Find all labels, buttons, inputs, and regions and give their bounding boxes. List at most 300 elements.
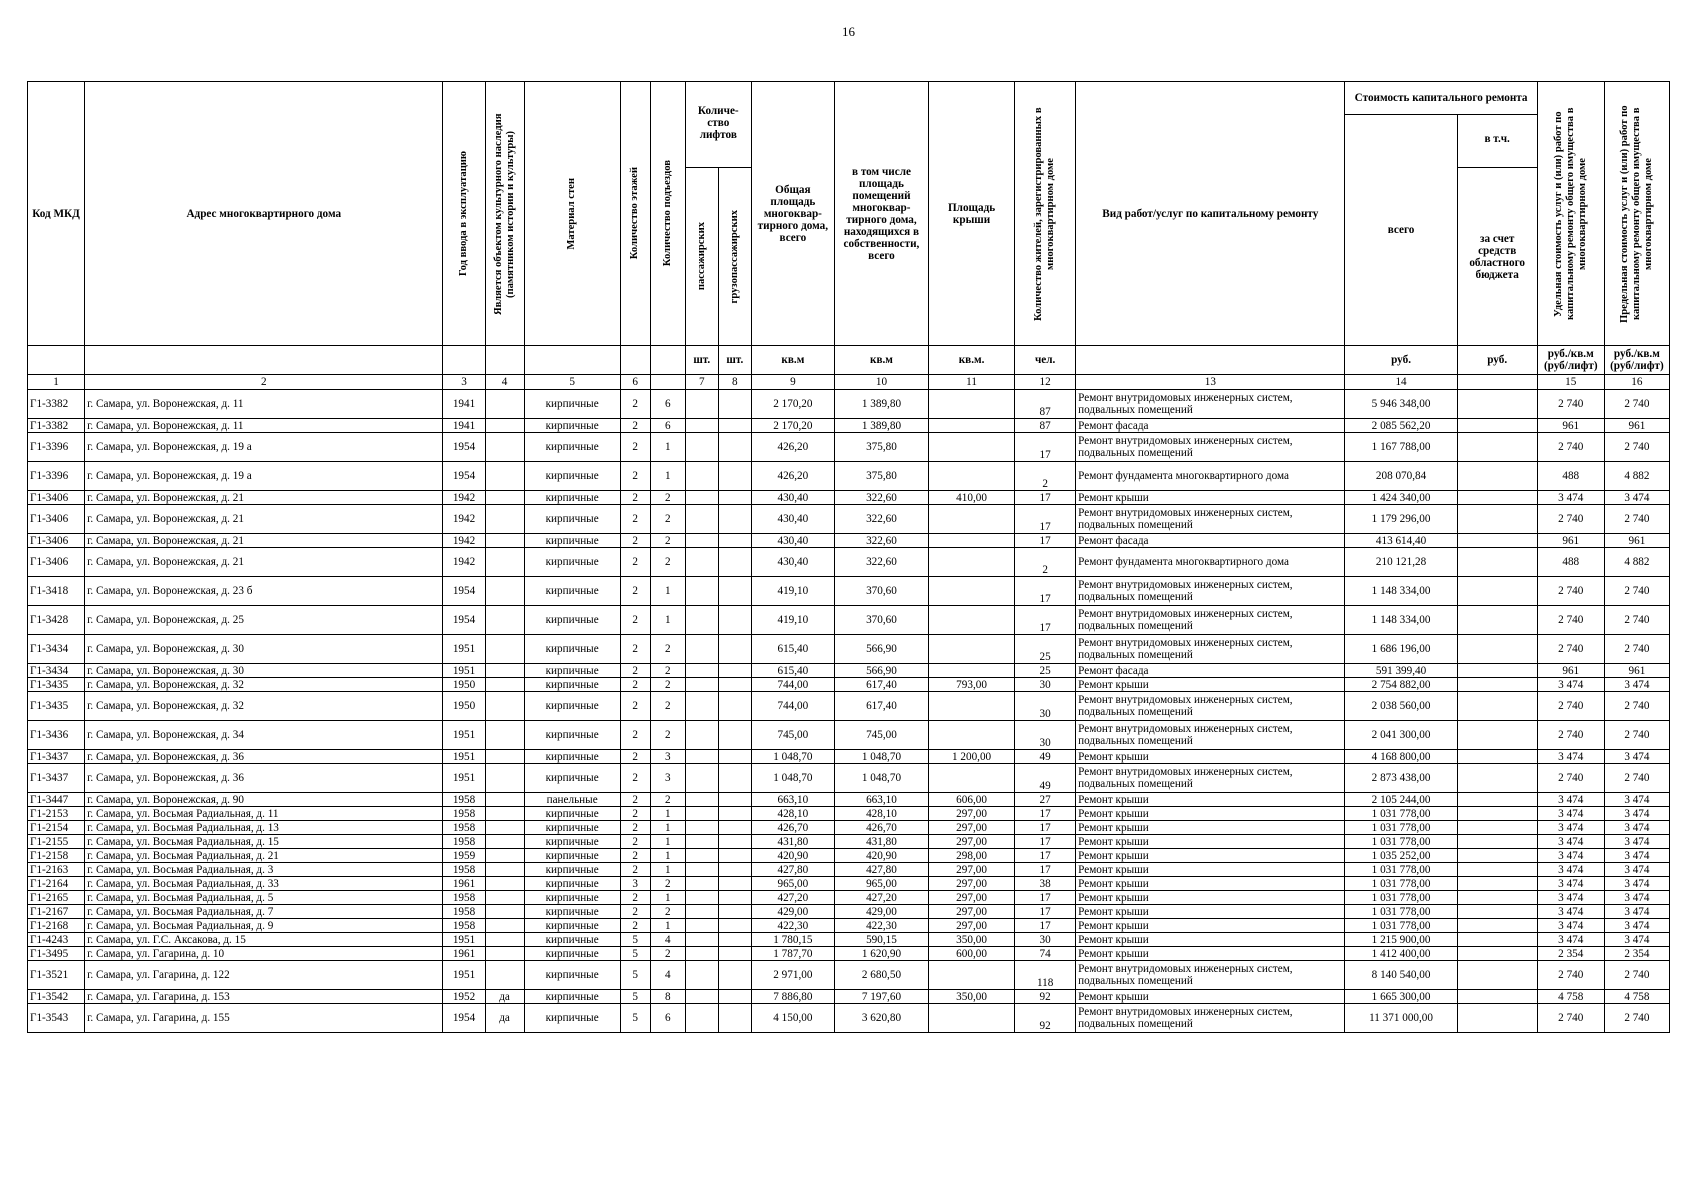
cell-code: Г1-2158 (28, 849, 85, 863)
cell-total-area: 2 170,20 (751, 390, 834, 419)
cell-unit-cost: 3 474 (1537, 919, 1604, 933)
cell-code: Г1-2163 (28, 863, 85, 877)
cell-cost-budget (1457, 721, 1537, 750)
cell-floors: 2 (620, 849, 650, 863)
cell-year: 1961 (443, 947, 485, 961)
cell-walls: кирпичные (524, 606, 620, 635)
cell-roof-area: 600,00 (929, 947, 1015, 961)
cell-heritage (485, 721, 524, 750)
cell-incl-area: 566,90 (834, 664, 928, 678)
cell-address: г. Самара, ул. Восьмая Радиальная, д. 3 (85, 863, 443, 877)
cell-address: г. Самара, ул. Восьмая Радиальная, д. 15 (85, 835, 443, 849)
cell-cost-total: 2 085 562,20 (1345, 419, 1457, 433)
cell-address: г. Самара, ул. Восьмая Радиальная, д. 7 (85, 905, 443, 919)
cell-year: 1942 (443, 548, 485, 577)
cell-year: 1954 (443, 1004, 485, 1033)
cell-code: Г1-2164 (28, 877, 85, 891)
cell-walls: кирпичные (524, 835, 620, 849)
cell-cost-budget (1457, 462, 1537, 491)
table-row (28, 863, 1670, 877)
cell-year: 1941 (443, 419, 485, 433)
cell-cost-total: 1 148 334,00 (1345, 606, 1457, 635)
cell-lifts-cargo (718, 821, 751, 835)
cell-address: г. Самара, ул. Воронежская, д. 19 а (85, 462, 443, 491)
cell-code: Г1-3428 (28, 606, 85, 635)
cell-cost-total: 1 031 778,00 (1345, 807, 1457, 821)
cell-cost-total: 8 140 540,00 (1345, 961, 1457, 990)
cell-total-area: 2 971,00 (751, 961, 834, 990)
cell-code: Г1-3406 (28, 534, 85, 548)
cell-entrances: 6 (650, 390, 685, 419)
cell-unit-cost: 4 758 (1537, 990, 1604, 1004)
cell-cost-budget (1457, 534, 1537, 548)
cell-year: 1951 (443, 721, 485, 750)
cell-roof-area: 606,00 (929, 793, 1015, 807)
table-row (28, 419, 1670, 433)
cell-total-area: 2 170,20 (751, 419, 834, 433)
cell-year: 1951 (443, 664, 485, 678)
cell-cost-total: 1 031 778,00 (1345, 835, 1457, 849)
cell-lifts-cargo (718, 548, 751, 577)
cell-walls: кирпичные (524, 635, 620, 664)
cell-limit-cost: 2 740 (1604, 635, 1669, 664)
cell-residents: 30 (1015, 692, 1076, 721)
cell-cost-budget (1457, 905, 1537, 919)
cell-walls: кирпичные (524, 678, 620, 692)
cell-work-type: Ремонт крыши (1076, 947, 1345, 961)
cell-unit-cost: 2 740 (1537, 1004, 1604, 1033)
table-row (28, 491, 1670, 505)
cell-cost-budget (1457, 793, 1537, 807)
header-walls: Материал стен (566, 177, 578, 250)
cell-residents: 17 (1015, 849, 1076, 863)
cell-limit-cost: 4 882 (1604, 462, 1669, 491)
cell-incl-area: 745,00 (834, 721, 928, 750)
cell-lifts-cargo (718, 849, 751, 863)
table-row (28, 764, 1670, 793)
cell-code: Г1-2154 (28, 821, 85, 835)
cell-address: г. Самара, ул. Воронежская, д. 36 (85, 750, 443, 764)
cell-residents: 17 (1015, 835, 1076, 849)
cell-limit-cost: 2 740 (1604, 390, 1669, 419)
cell-roof-area: 298,00 (929, 849, 1015, 863)
cell-year: 1942 (443, 505, 485, 534)
cell-cost-total: 413 614,40 (1345, 534, 1457, 548)
cell-total-area: 427,80 (751, 863, 834, 877)
cell-cost-total: 1 031 778,00 (1345, 919, 1457, 933)
cell-residents: 17 (1015, 577, 1076, 606)
cell-walls: кирпичные (524, 947, 620, 961)
cell-residents: 2 (1015, 462, 1076, 491)
cell-cost-budget (1457, 990, 1537, 1004)
cell-lifts-pass (685, 606, 718, 635)
cell-heritage (485, 491, 524, 505)
cell-entrances: 1 (650, 863, 685, 877)
cell-cost-total: 1 167 788,00 (1345, 433, 1457, 462)
cell-walls: кирпичные (524, 721, 620, 750)
cell-work-type: Ремонт крыши (1076, 919, 1345, 933)
cell-incl-area: 2 680,50 (834, 961, 928, 990)
cell-lifts-cargo (718, 390, 751, 419)
cell-entrances: 2 (650, 793, 685, 807)
cell-heritage (485, 863, 524, 877)
header-roof-area: Площадь крыши (929, 82, 1015, 346)
cell-year: 1950 (443, 692, 485, 721)
cell-floors: 5 (620, 933, 650, 947)
cell-entrances: 2 (650, 664, 685, 678)
cell-total-area: 1 787,70 (751, 947, 834, 961)
cell-floors: 2 (620, 577, 650, 606)
cell-total-area: 428,10 (751, 807, 834, 821)
table-row (28, 462, 1670, 491)
cell-lifts-cargo (718, 721, 751, 750)
cell-unit-cost: 3 474 (1537, 877, 1604, 891)
header-work-type: Вид работ/услуг по капитальному ремонту (1076, 82, 1345, 346)
cell-lifts-cargo (718, 905, 751, 919)
cell-floors: 5 (620, 990, 650, 1004)
cell-entrances: 1 (650, 891, 685, 905)
cell-floors: 2 (620, 919, 650, 933)
cell-limit-cost: 2 740 (1604, 1004, 1669, 1033)
cell-walls: кирпичные (524, 933, 620, 947)
cell-residents: 49 (1015, 764, 1076, 793)
cell-total-area: 1 780,15 (751, 933, 834, 947)
cell-year: 1958 (443, 863, 485, 877)
cell-entrances: 1 (650, 577, 685, 606)
cell-cost-budget (1457, 664, 1537, 678)
cell-address: г. Самара, ул. Воронежская, д. 34 (85, 721, 443, 750)
cell-lifts-cargo (718, 664, 751, 678)
cell-entrances: 2 (650, 491, 685, 505)
cell-year: 1941 (443, 390, 485, 419)
cell-limit-cost: 3 474 (1604, 678, 1669, 692)
cell-code: Г1-3437 (28, 764, 85, 793)
cell-code: Г1-3406 (28, 491, 85, 505)
column-numbers-row: 1 2 3 4 5 6 7 8 9 10 11 12 13 14 15 16 (28, 375, 1670, 390)
cell-incl-area: 322,60 (834, 505, 928, 534)
cell-work-type: Ремонт крыши (1076, 990, 1345, 1004)
cell-limit-cost: 2 740 (1604, 692, 1669, 721)
cell-floors: 5 (620, 947, 650, 961)
cell-residents: 49 (1015, 750, 1076, 764)
cell-incl-area: 322,60 (834, 491, 928, 505)
table-row (28, 635, 1670, 664)
cell-lifts-pass (685, 750, 718, 764)
header-cost-total: всего (1345, 115, 1457, 346)
cell-code: Г1-3396 (28, 462, 85, 491)
cell-lifts-pass (685, 664, 718, 678)
table-row (28, 390, 1670, 419)
cell-limit-cost: 2 354 (1604, 947, 1669, 961)
cell-code: Г1-3543 (28, 1004, 85, 1033)
cell-entrances: 4 (650, 961, 685, 990)
cell-work-type: Ремонт крыши (1076, 849, 1345, 863)
cell-year: 1954 (443, 433, 485, 462)
cell-walls: кирпичные (524, 807, 620, 821)
cell-floors: 2 (620, 505, 650, 534)
cell-lifts-cargo (718, 947, 751, 961)
cell-floors: 2 (620, 534, 650, 548)
cell-entrances: 1 (650, 462, 685, 491)
cell-walls: кирпичные (524, 990, 620, 1004)
cell-entrances: 3 (650, 764, 685, 793)
cell-work-type: Ремонт крыши (1076, 821, 1345, 835)
cell-unit-cost: 3 474 (1537, 835, 1604, 849)
cell-residents: 87 (1015, 390, 1076, 419)
cell-year: 1958 (443, 821, 485, 835)
cell-cost-total: 2 038 560,00 (1345, 692, 1457, 721)
header-unit-cost: Удельная стоимость услуг и (или) работ по капитальному ремонту общего имущества в многоквартирном доме (1552, 107, 1588, 320)
cell-incl-area: 617,40 (834, 692, 928, 721)
cell-cost-budget (1457, 764, 1537, 793)
cell-residents: 17 (1015, 919, 1076, 933)
cell-incl-area: 1 048,70 (834, 764, 928, 793)
cell-roof-area (929, 764, 1015, 793)
cell-limit-cost: 961 (1604, 419, 1669, 433)
cell-floors: 5 (620, 961, 650, 990)
cell-address: г. Самара, ул. Г.С. Аксакова, д. 15 (85, 933, 443, 947)
cell-work-type: Ремонт крыши (1076, 750, 1345, 764)
cell-lifts-cargo (718, 919, 751, 933)
table-row (28, 807, 1670, 821)
cell-code: Г1-2168 (28, 919, 85, 933)
cell-residents: 17 (1015, 606, 1076, 635)
cell-lifts-pass (685, 990, 718, 1004)
cell-year: 1958 (443, 919, 485, 933)
table-row (28, 961, 1670, 990)
cell-cost-budget (1457, 491, 1537, 505)
cell-entrances: 1 (650, 919, 685, 933)
header-code: Код МКД (28, 82, 85, 346)
cell-cost-budget (1457, 750, 1537, 764)
cell-cost-total: 210 121,28 (1345, 548, 1457, 577)
cell-walls: кирпичные (524, 534, 620, 548)
cell-lifts-cargo (718, 577, 751, 606)
cell-work-type: Ремонт внутридомовых инженерных систем, подвальных помещений (1076, 961, 1345, 990)
cell-year: 1958 (443, 807, 485, 821)
cell-total-area: 419,10 (751, 606, 834, 635)
cell-cost-total: 1 031 778,00 (1345, 821, 1457, 835)
cell-incl-area: 422,30 (834, 919, 928, 933)
cell-lifts-pass (685, 678, 718, 692)
cell-lifts-cargo (718, 1004, 751, 1033)
cell-floors: 2 (620, 606, 650, 635)
cell-lifts-cargo (718, 835, 751, 849)
cell-code: Г1-3382 (28, 390, 85, 419)
cell-lifts-pass (685, 548, 718, 577)
cell-address: г. Самара, ул. Воронежская, д. 11 (85, 419, 443, 433)
cell-limit-cost: 3 474 (1604, 919, 1669, 933)
cell-incl-area: 590,15 (834, 933, 928, 947)
cell-roof-area (929, 961, 1015, 990)
cell-limit-cost: 2 740 (1604, 764, 1669, 793)
cell-heritage (485, 849, 524, 863)
cell-incl-area: 617,40 (834, 678, 928, 692)
cell-lifts-cargo (718, 891, 751, 905)
cell-cost-budget (1457, 877, 1537, 891)
cell-incl-area: 375,80 (834, 462, 928, 491)
table-row (28, 721, 1670, 750)
cell-address: г. Самара, ул. Воронежская, д. 21 (85, 534, 443, 548)
cell-residents: 17 (1015, 807, 1076, 821)
cell-lifts-cargo (718, 990, 751, 1004)
cell-limit-cost: 2 740 (1604, 505, 1669, 534)
cell-residents: 17 (1015, 891, 1076, 905)
cell-walls: кирпичные (524, 750, 620, 764)
cell-lifts-cargo (718, 606, 751, 635)
cell-work-type: Ремонт внутридомовых инженерных систем, подвальных помещений (1076, 505, 1345, 534)
cell-roof-area: 297,00 (929, 863, 1015, 877)
cell-lifts-pass (685, 505, 718, 534)
cell-unit-cost: 2 740 (1537, 692, 1604, 721)
cell-roof-area: 350,00 (929, 933, 1015, 947)
cell-entrances: 1 (650, 606, 685, 635)
cell-roof-area (929, 606, 1015, 635)
cell-heritage (485, 692, 524, 721)
cell-roof-area: 1 200,00 (929, 750, 1015, 764)
cell-work-type: Ремонт внутридомовых инженерных систем, подвальных помещений (1076, 1004, 1345, 1033)
cell-incl-area: 1 048,70 (834, 750, 928, 764)
cell-work-type: Ремонт внутридомовых инженерных систем, подвальных помещений (1076, 606, 1345, 635)
table-row (28, 664, 1670, 678)
cell-work-type: Ремонт крыши (1076, 933, 1345, 947)
cell-total-area: 422,30 (751, 919, 834, 933)
cell-residents: 74 (1015, 947, 1076, 961)
cell-walls: кирпичные (524, 1004, 620, 1033)
cell-lifts-pass (685, 721, 718, 750)
cell-total-area: 7 886,80 (751, 990, 834, 1004)
cell-unit-cost: 2 740 (1537, 721, 1604, 750)
cell-year: 1958 (443, 793, 485, 807)
table-row (28, 947, 1670, 961)
cell-lifts-pass (685, 821, 718, 835)
cell-entrances: 6 (650, 419, 685, 433)
cell-cost-total: 1 665 300,00 (1345, 990, 1457, 1004)
cell-heritage (485, 635, 524, 664)
cell-address: г. Самара, ул. Восьмая Радиальная, д. 5 (85, 891, 443, 905)
header-lifts: Количе-ство лифтов (697, 104, 739, 141)
cell-limit-cost: 4 882 (1604, 548, 1669, 577)
cell-total-area: 1 048,70 (751, 750, 834, 764)
cell-walls: кирпичные (524, 419, 620, 433)
cell-walls: кирпичные (524, 548, 620, 577)
cell-address: г. Самара, ул. Воронежская, д. 36 (85, 764, 443, 793)
cell-lifts-cargo (718, 462, 751, 491)
cell-lifts-cargo (718, 807, 751, 821)
table-row (28, 849, 1670, 863)
cell-incl-area: 427,20 (834, 891, 928, 905)
cell-incl-area: 663,10 (834, 793, 928, 807)
cell-residents: 2 (1015, 548, 1076, 577)
cell-entrances: 2 (650, 721, 685, 750)
table-row (28, 505, 1670, 534)
cell-cost-total: 1 179 296,00 (1345, 505, 1457, 534)
cell-roof-area (929, 1004, 1015, 1033)
cell-work-type: Ремонт крыши (1076, 835, 1345, 849)
cell-floors: 2 (620, 793, 650, 807)
table-row (28, 433, 1670, 462)
cell-address: г. Самара, ул. Воронежская, д. 21 (85, 548, 443, 577)
cell-residents: 17 (1015, 505, 1076, 534)
cell-roof-area: 410,00 (929, 491, 1015, 505)
cell-residents: 17 (1015, 491, 1076, 505)
cell-work-type: Ремонт крыши (1076, 678, 1345, 692)
cell-unit-cost: 3 474 (1537, 863, 1604, 877)
header-cost-incl: в т.ч. (1457, 115, 1537, 168)
cell-code: Г1-3406 (28, 548, 85, 577)
cell-heritage (485, 390, 524, 419)
cell-limit-cost: 2 740 (1604, 577, 1669, 606)
cell-lifts-pass (685, 891, 718, 905)
cell-floors: 2 (620, 635, 650, 664)
cell-cost-total: 1 412 400,00 (1345, 947, 1457, 961)
cell-walls: панельные (524, 793, 620, 807)
cell-work-type: Ремонт крыши (1076, 905, 1345, 919)
cell-cost-total: 11 371 000,00 (1345, 1004, 1457, 1033)
cell-lifts-cargo (718, 635, 751, 664)
cell-address: г. Самара, ул. Гагарина, д. 10 (85, 947, 443, 961)
cell-total-area: 1 048,70 (751, 764, 834, 793)
cell-unit-cost: 2 740 (1537, 764, 1604, 793)
cell-lifts-pass (685, 849, 718, 863)
header-lifts-pass: пассажирских (695, 222, 707, 291)
cell-work-type: Ремонт фасада (1076, 419, 1345, 433)
cell-unit-cost: 2 740 (1537, 390, 1604, 419)
cell-roof-area: 297,00 (929, 821, 1015, 835)
cell-entrances: 6 (650, 1004, 685, 1033)
header-residents: Количество жителей, зарегистрированных в многоквартирном доме (1033, 106, 1057, 321)
cell-residents: 17 (1015, 534, 1076, 548)
cell-cost-total: 2 105 244,00 (1345, 793, 1457, 807)
cell-limit-cost: 3 474 (1604, 891, 1669, 905)
cell-unit-cost: 3 474 (1537, 891, 1604, 905)
cell-roof-area: 297,00 (929, 919, 1015, 933)
cell-lifts-pass (685, 390, 718, 419)
cell-floors: 3 (620, 877, 650, 891)
cell-year: 1951 (443, 933, 485, 947)
cell-unit-cost: 3 474 (1537, 750, 1604, 764)
cell-walls: кирпичные (524, 821, 620, 835)
cell-roof-area: 793,00 (929, 678, 1015, 692)
cell-unit-cost: 2 740 (1537, 606, 1604, 635)
table-row (28, 606, 1670, 635)
cell-address: г. Самара, ул. Воронежская, д. 23 б (85, 577, 443, 606)
cell-work-type: Ремонт крыши (1076, 807, 1345, 821)
cell-roof-area (929, 635, 1015, 664)
table-body (28, 390, 1670, 1033)
table-row (28, 905, 1670, 919)
cell-roof-area (929, 664, 1015, 678)
cell-roof-area (929, 433, 1015, 462)
cell-lifts-cargo (718, 491, 751, 505)
cell-address: г. Самара, ул. Воронежская, д. 19 а (85, 433, 443, 462)
cell-lifts-pass (685, 863, 718, 877)
cell-walls: кирпичные (524, 692, 620, 721)
header-lifts-cargo: грузопассажирских (728, 209, 740, 304)
cell-address: г. Самара, ул. Воронежская, д. 30 (85, 664, 443, 678)
cell-floors: 2 (620, 548, 650, 577)
cell-heritage (485, 433, 524, 462)
cell-cost-budget (1457, 635, 1537, 664)
cell-heritage (485, 750, 524, 764)
cell-roof-area: 350,00 (929, 990, 1015, 1004)
cell-lifts-cargo (718, 764, 751, 793)
cell-code: Г1-3406 (28, 505, 85, 534)
cell-residents: 30 (1015, 678, 1076, 692)
cell-work-type: Ремонт внутридомовых инженерных систем, подвальных помещений (1076, 764, 1345, 793)
cell-entrances: 2 (650, 947, 685, 961)
cell-cost-budget (1457, 835, 1537, 849)
